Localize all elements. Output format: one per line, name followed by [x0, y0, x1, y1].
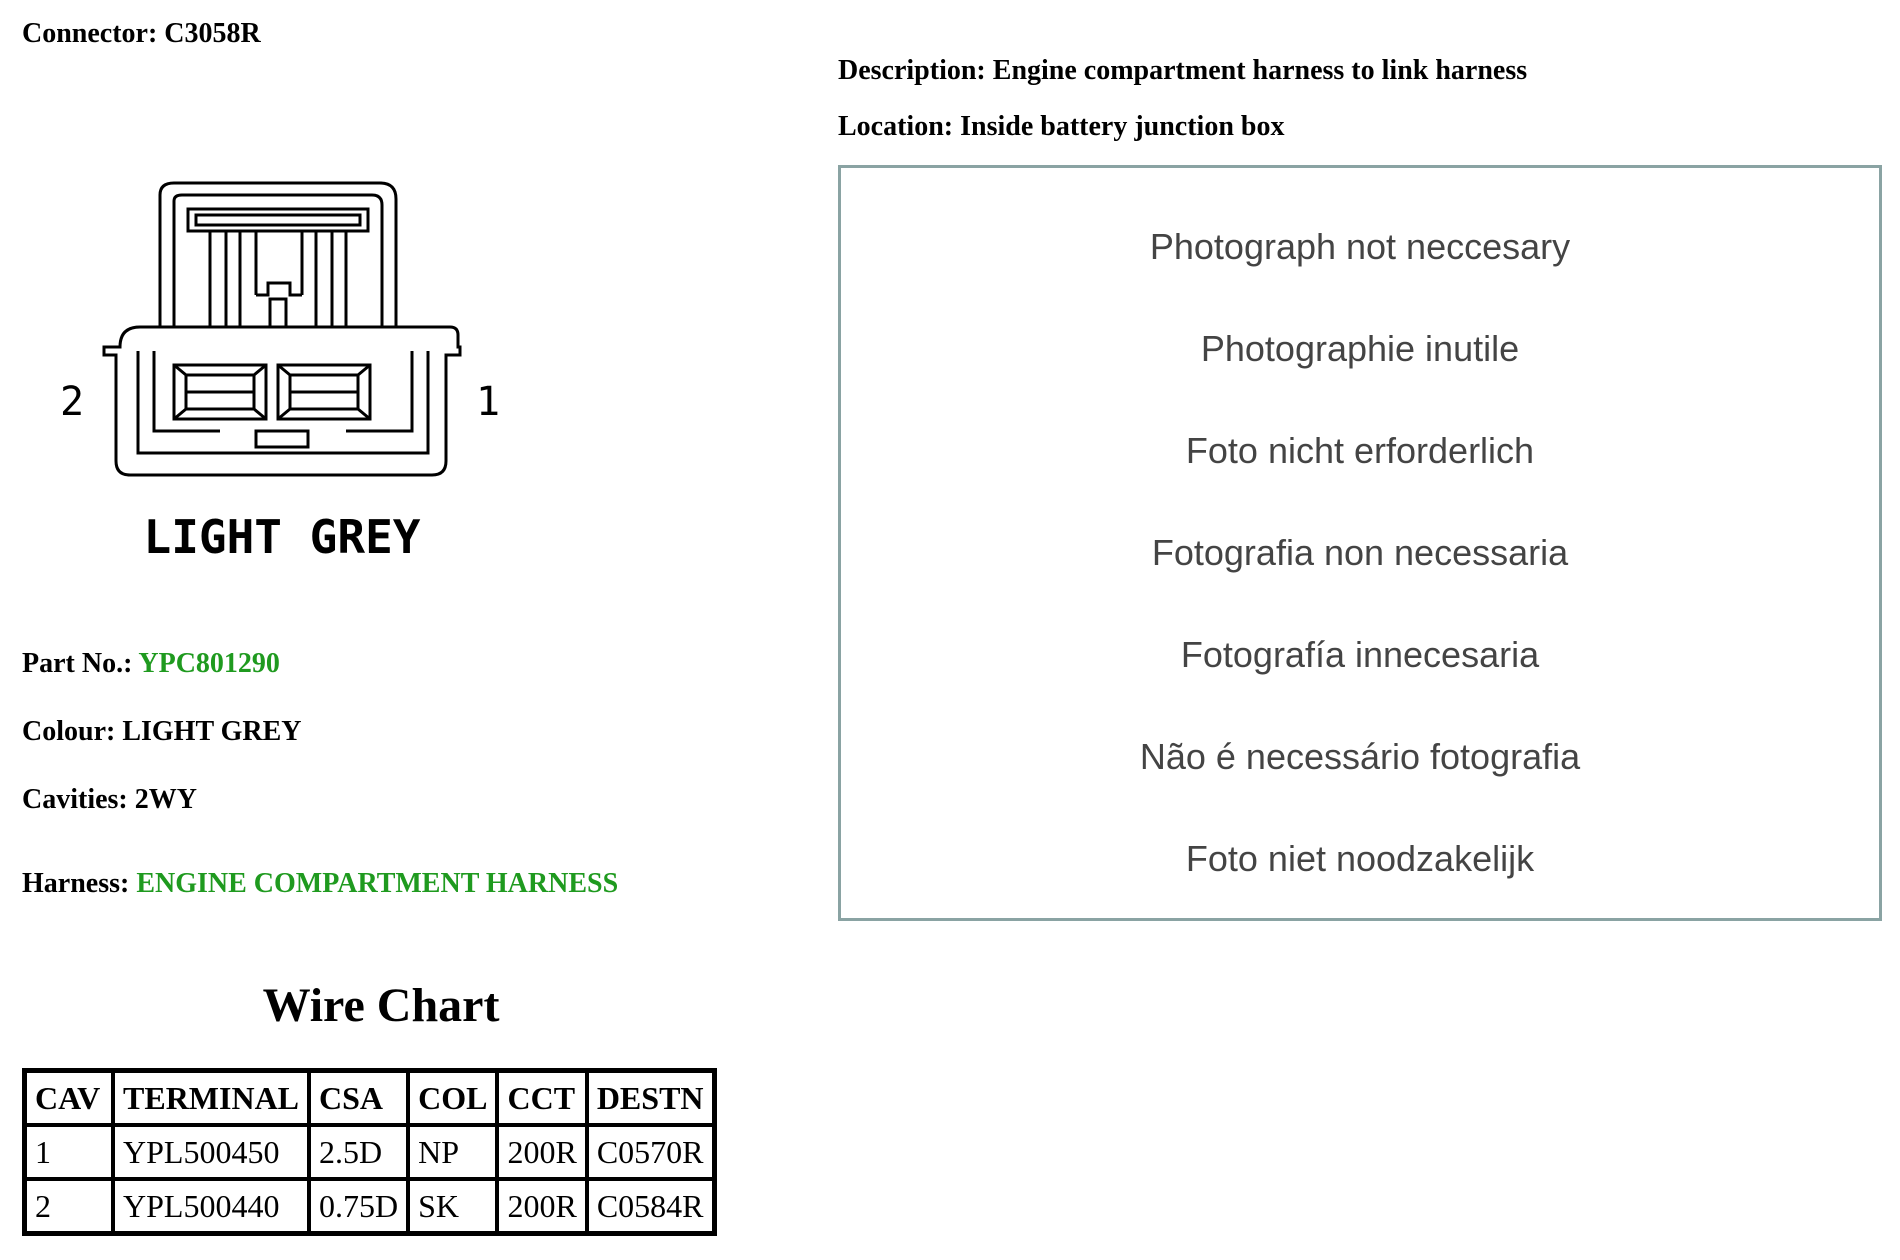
connector-diagram [50, 175, 510, 575]
location-value: Inside battery junction box [960, 111, 1285, 142]
cavities-label: Cavities: [22, 784, 128, 815]
header-cct: CCT [497, 1071, 586, 1126]
photo-message-fr: Photographie inutile [1200, 328, 1520, 369]
connector-title [22, 18, 261, 50]
harness-link[interactable]: ENGINE COMPARTMENT HARNESS [136, 868, 619, 899]
latch-bar-inner [196, 215, 360, 225]
cavities-line [22, 784, 197, 816]
cell-csa: 2.5D [309, 1125, 408, 1179]
keyway [256, 431, 308, 447]
cell-csa: 0.75D [309, 1179, 408, 1234]
wire-chart-title: Wire Chart [262, 979, 500, 1032]
cell-terminal: YPL500440 [113, 1179, 309, 1234]
cell-cav: 2 [25, 1179, 114, 1234]
cell-cct: 200R [497, 1125, 586, 1179]
photo-message-de: Foto nicht erforderlich [1185, 430, 1535, 471]
harness-label: Harness: [22, 868, 130, 899]
part-no-line [22, 648, 280, 680]
cell-destn: C0584R [587, 1179, 714, 1234]
cell-destn: C0570R [587, 1125, 714, 1179]
photo-message-nl: Foto niet noodzakelijk [1185, 838, 1535, 879]
pin-1-label: 1 [476, 379, 501, 425]
description-label: Description: [838, 55, 986, 86]
cell-terminal: YPL500450 [113, 1125, 309, 1179]
pin-2-label: 2 [60, 379, 85, 425]
photo-message-pt: Não é necessário fotografia [1139, 736, 1581, 777]
description-value: Engine compartment harness to link harness [992, 55, 1528, 86]
table-row [25, 1125, 715, 1179]
cell-col: NP [408, 1125, 497, 1179]
latch-housing-outline [160, 183, 396, 327]
latch-bar [188, 209, 368, 231]
header-terminal: TERMINAL [113, 1071, 309, 1126]
location-line [838, 111, 1284, 143]
connector-id: C3058R [164, 18, 261, 49]
photo-message-it: Fotografia non necessaria [1151, 532, 1569, 573]
diagram-colour-label: LIGHT GREY [143, 510, 421, 564]
description-line [838, 55, 1527, 87]
wire-chart-table [22, 1068, 717, 1236]
latch-tab [256, 283, 302, 295]
photo-placeholder-panel [838, 165, 1882, 921]
cell-cct: 200R [497, 1179, 586, 1234]
header-csa: CSA [309, 1071, 408, 1126]
colour-value: LIGHT GREY [122, 716, 302, 747]
cell-col: SK [408, 1179, 497, 1234]
part-no-link[interactable]: YPC801290 [138, 648, 280, 679]
colour-label: Colour: [22, 716, 116, 747]
header-cav: CAV [25, 1071, 114, 1126]
latch-slot [270, 299, 286, 327]
connector-label: Connector: [22, 18, 158, 49]
cell-cav: 1 [25, 1125, 114, 1179]
table-header-row [25, 1071, 715, 1126]
colour-line [22, 716, 302, 748]
location-label: Location: [838, 111, 954, 142]
header-col: COL [408, 1071, 497, 1126]
cavities-value: 2WY [134, 784, 197, 815]
part-no-label: Part No.: [22, 648, 133, 679]
harness-line [22, 868, 618, 900]
header-destn: DESTN [587, 1071, 714, 1126]
photo-message-en: Photograph not neccesary [1149, 226, 1571, 267]
photo-message-es: Fotografía innecesaria [1180, 634, 1540, 675]
table-row [25, 1179, 715, 1234]
